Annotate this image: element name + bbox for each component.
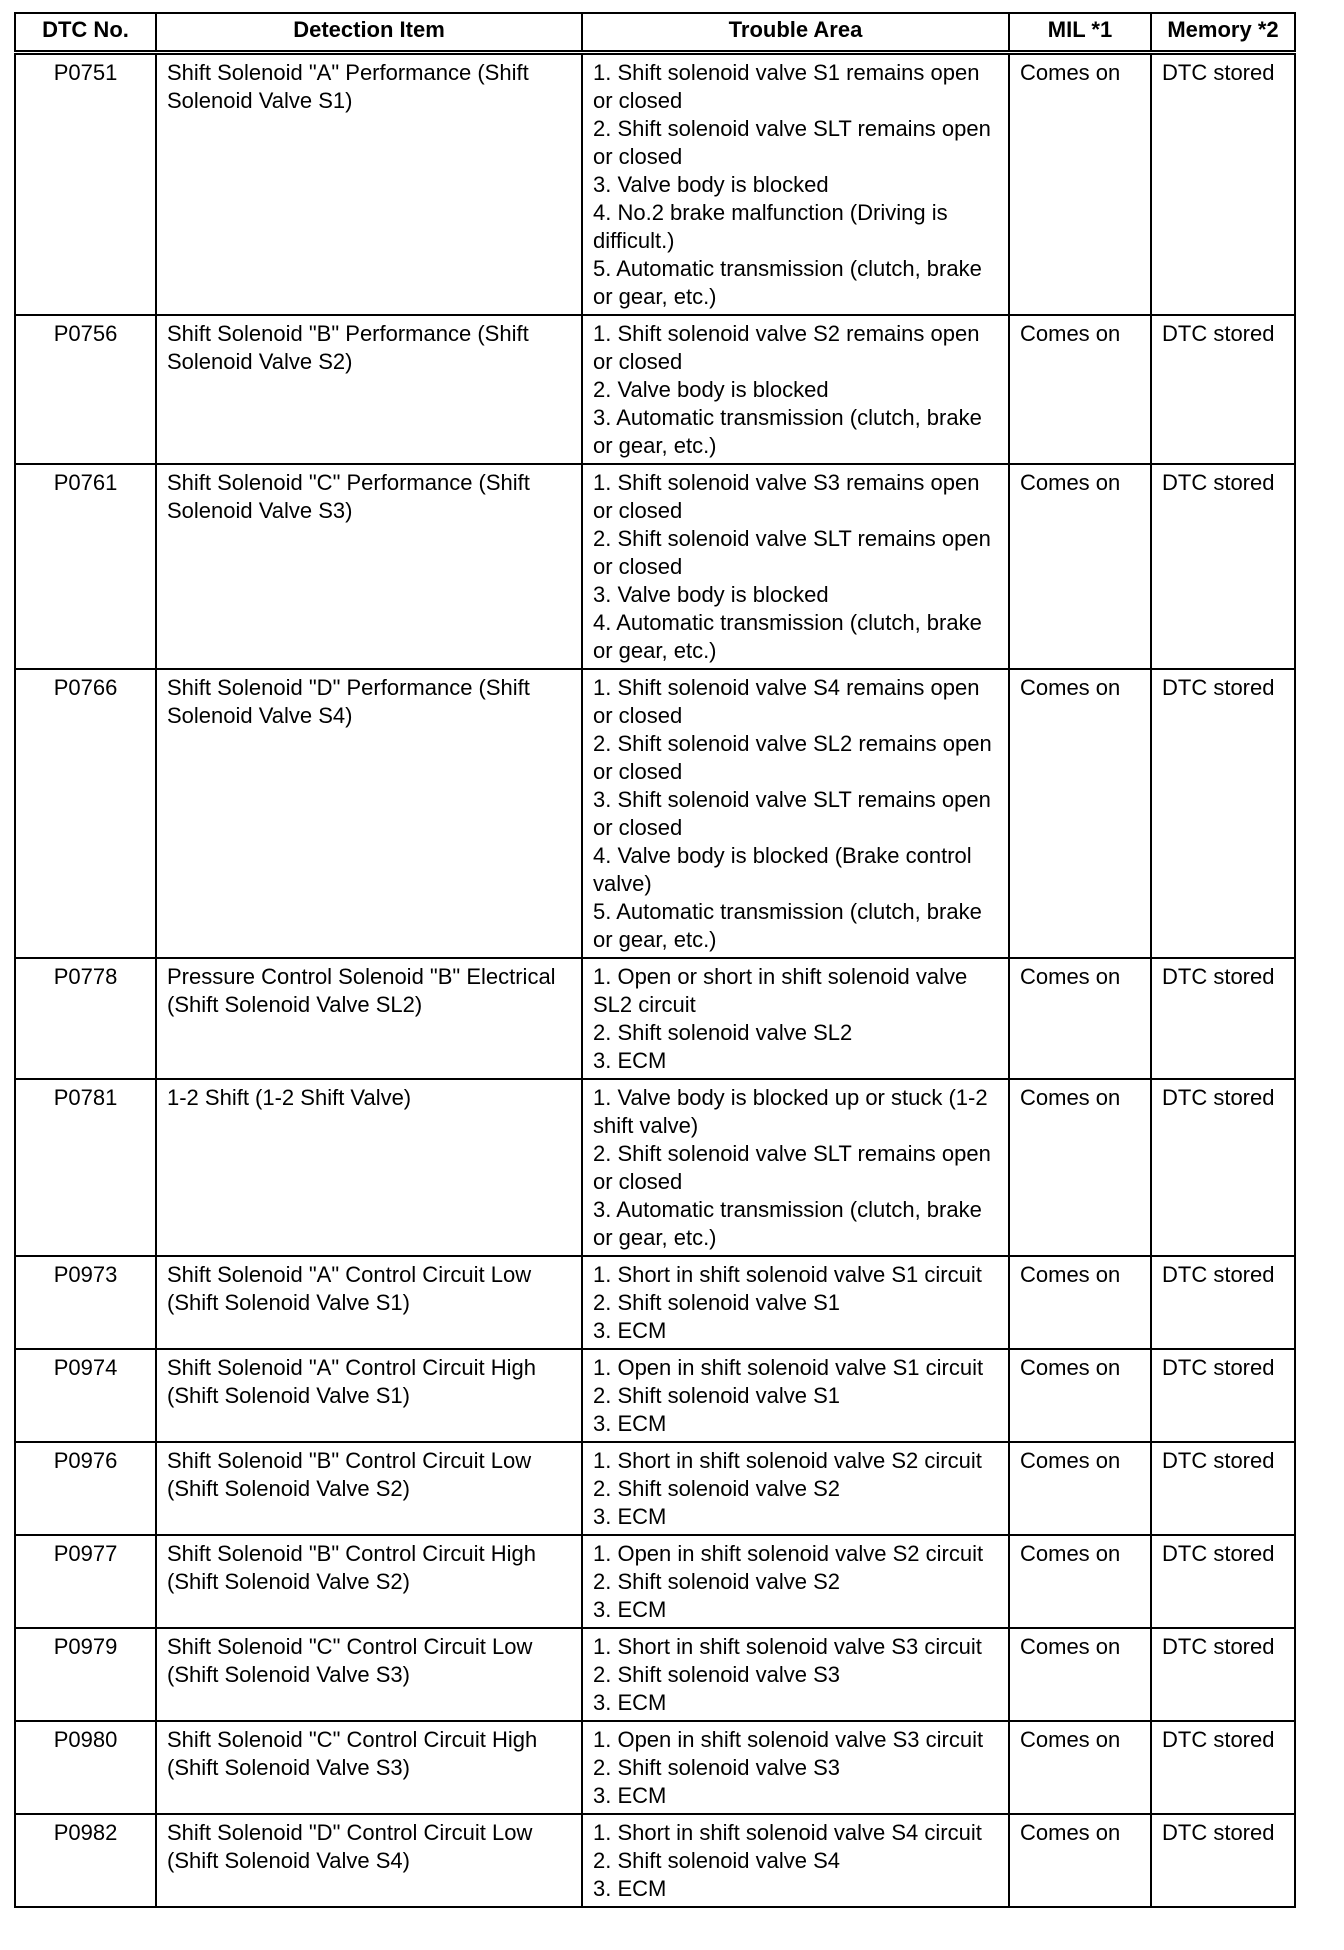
- trouble-area-line: or gear, etc.): [593, 433, 717, 458]
- memory-cell: DTC stored: [1151, 1442, 1295, 1535]
- detection-item-cell: [156, 53, 582, 316]
- detection-item-line: Shift Solenoid "D" Performance (Shift: [167, 675, 530, 700]
- mil-cell: Comes on: [1009, 1628, 1151, 1721]
- memory-cell: DTC stored: [1151, 464, 1295, 669]
- trouble-area-line: or gear, etc.): [593, 284, 717, 309]
- header-dtc-no: DTC No.: [15, 13, 156, 53]
- trouble-area-cell: [582, 315, 1009, 464]
- trouble-area-cell: [582, 958, 1009, 1079]
- detection-item-cell: [156, 669, 582, 958]
- table-row: [15, 1814, 1295, 1907]
- dtc-cell: P0976: [15, 1442, 156, 1535]
- trouble-area-line: 2. Shift solenoid valve S1: [593, 1383, 841, 1408]
- table-row: [15, 1628, 1295, 1721]
- trouble-area-cell: [582, 1349, 1009, 1442]
- dtc-cell: P0761: [15, 464, 156, 669]
- trouble-area-line: valve): [593, 871, 652, 896]
- trouble-area-cell: [582, 1535, 1009, 1628]
- memory-cell: DTC stored: [1151, 958, 1295, 1079]
- detection-item-line: Shift Solenoid "A" Control Circuit Low: [167, 1262, 532, 1287]
- mil-cell: Comes on: [1009, 1349, 1151, 1442]
- detection-item-cell: [156, 1535, 582, 1628]
- table-header-row: [15, 13, 1295, 53]
- detection-item-line: Solenoid Valve S1): [167, 88, 353, 113]
- trouble-area-cell: [582, 1442, 1009, 1535]
- trouble-area-line: or closed: [593, 703, 683, 728]
- trouble-area-line: 2. Shift solenoid valve S3: [593, 1662, 841, 1687]
- trouble-area-line: 4. Valve body is blocked (Brake control: [593, 843, 972, 868]
- trouble-area-line: or gear, etc.): [593, 927, 717, 952]
- trouble-area-line: 1. Open in shift solenoid valve S2 circuit: [593, 1541, 984, 1566]
- trouble-area-line: 2. Shift solenoid valve SLT remains open: [593, 1141, 991, 1166]
- trouble-area-line: 2. Shift solenoid valve S4: [593, 1848, 841, 1873]
- table-row: [15, 1535, 1295, 1628]
- mil-cell: Comes on: [1009, 1442, 1151, 1535]
- detection-item-line: Shift Solenoid "C" Control Circuit High: [167, 1727, 538, 1752]
- trouble-area-cell: [582, 669, 1009, 958]
- dtc-cell: P0756: [15, 315, 156, 464]
- trouble-area-line: or closed: [593, 349, 683, 374]
- detection-item-cell: [156, 1079, 582, 1256]
- mil-cell: Comes on: [1009, 1079, 1151, 1256]
- detection-item-cell: [156, 464, 582, 669]
- dtc-cell: P0979: [15, 1628, 156, 1721]
- memory-cell: DTC stored: [1151, 1349, 1295, 1442]
- dtc-cell: P0974: [15, 1349, 156, 1442]
- memory-cell: DTC stored: [1151, 669, 1295, 958]
- detection-item-cell: [156, 1349, 582, 1442]
- trouble-area-cell: [582, 1814, 1009, 1907]
- table-row: [15, 1256, 1295, 1349]
- trouble-area-line: 1. Short in shift solenoid valve S3 circuit: [593, 1634, 982, 1659]
- trouble-area-line: 1. Short in shift solenoid valve S1 circuit: [593, 1262, 982, 1287]
- dtc-cell: P0982: [15, 1814, 156, 1907]
- table-row: [15, 53, 1295, 316]
- detection-item-line: (Shift Solenoid Valve S4): [167, 1848, 410, 1873]
- dtc-table: [14, 12, 1296, 1908]
- trouble-area-line: or closed: [593, 498, 683, 523]
- trouble-area-cell: [582, 1721, 1009, 1814]
- trouble-area-line: or closed: [593, 88, 683, 113]
- dtc-cell: P0751: [15, 53, 156, 316]
- memory-cell: DTC stored: [1151, 1628, 1295, 1721]
- memory-cell: DTC stored: [1151, 1256, 1295, 1349]
- detection-item-cell: [156, 1256, 582, 1349]
- detection-item-line: Solenoid Valve S4): [167, 703, 353, 728]
- table-row: [15, 1349, 1295, 1442]
- trouble-area-line: 3. ECM: [593, 1504, 667, 1529]
- trouble-area-cell: [582, 464, 1009, 669]
- trouble-area-line: or closed: [593, 815, 683, 840]
- trouble-area-line: 2. Shift solenoid valve SLT remains open: [593, 116, 991, 141]
- trouble-area-line: 3. ECM: [593, 1411, 667, 1436]
- detection-item-cell: [156, 1814, 582, 1907]
- mil-cell: Comes on: [1009, 1256, 1151, 1349]
- trouble-area-line: 2. Shift solenoid valve S3: [593, 1755, 841, 1780]
- mil-cell: Comes on: [1009, 1814, 1151, 1907]
- detection-item-line: Shift Solenoid "B" Control Circuit Low: [167, 1448, 532, 1473]
- trouble-area-line: or closed: [593, 144, 683, 169]
- detection-item-line: Shift Solenoid "B" Control Circuit High: [167, 1541, 537, 1566]
- mil-cell: Comes on: [1009, 464, 1151, 669]
- trouble-area-line: 2. Valve body is blocked: [593, 377, 829, 402]
- trouble-area-line: 3. ECM: [593, 1783, 667, 1808]
- trouble-area-line: 1. Open in shift solenoid valve S1 circuit: [593, 1355, 984, 1380]
- header-trouble-area: Trouble Area: [582, 13, 1009, 53]
- detection-item-cell: [156, 1442, 582, 1535]
- detection-item-cell: [156, 958, 582, 1079]
- header-detection-item: Detection Item: [156, 13, 582, 53]
- detection-item-cell: [156, 315, 582, 464]
- detection-item-line: (Shift Solenoid Valve S2): [167, 1476, 410, 1501]
- trouble-area-line: or closed: [593, 759, 683, 784]
- trouble-area-line: 3. Valve body is blocked: [593, 172, 829, 197]
- trouble-area-line: 2. Shift solenoid valve SL2: [593, 1020, 853, 1045]
- trouble-area-line: or closed: [593, 554, 683, 579]
- trouble-area-line: 1. Shift solenoid valve S2 remains open: [593, 321, 980, 346]
- trouble-area-line: 2. Shift solenoid valve S2: [593, 1476, 841, 1501]
- header-mil: MIL *1: [1009, 13, 1151, 53]
- trouble-area-line: 1. Valve body is blocked up or stuck (1-2: [593, 1085, 988, 1110]
- trouble-area-line: 3. Automatic transmission (clutch, brake: [593, 405, 982, 430]
- detection-item-line: Shift Solenoid "C" Control Circuit Low: [167, 1634, 533, 1659]
- trouble-area-line: 1. Open in shift solenoid valve S3 circuit: [593, 1727, 984, 1752]
- detection-item-line: Shift Solenoid "B" Performance (Shift: [167, 321, 529, 346]
- table-row: [15, 1442, 1295, 1535]
- dtc-cell: P0977: [15, 1535, 156, 1628]
- trouble-area-line: 2. Shift solenoid valve SL2 remains open: [593, 731, 992, 756]
- dtc-cell: P0980: [15, 1721, 156, 1814]
- memory-cell: DTC stored: [1151, 1079, 1295, 1256]
- trouble-area-line: 3. ECM: [593, 1048, 667, 1073]
- trouble-area-line: 3. ECM: [593, 1876, 667, 1901]
- trouble-area-line: or closed: [593, 1169, 683, 1194]
- table-row: [15, 1079, 1295, 1256]
- table-row: [15, 315, 1295, 464]
- trouble-area-line: shift valve): [593, 1113, 699, 1138]
- mil-cell: Comes on: [1009, 53, 1151, 316]
- detection-item-line: Shift Solenoid "A" Performance (Shift: [167, 60, 529, 85]
- trouble-area-line: or gear, etc.): [593, 638, 717, 663]
- mil-cell: Comes on: [1009, 1535, 1151, 1628]
- trouble-area-line: 3. Valve body is blocked: [593, 582, 829, 607]
- detection-item-line: (Shift Solenoid Valve S3): [167, 1662, 410, 1687]
- trouble-area-line: SL2 circuit: [593, 992, 696, 1017]
- trouble-area-line: 1. Open or short in shift solenoid valve: [593, 964, 968, 989]
- memory-cell: DTC stored: [1151, 53, 1295, 316]
- mil-cell: Comes on: [1009, 315, 1151, 464]
- detection-item-line: 1-2 Shift (1-2 Shift Valve): [167, 1085, 412, 1110]
- memory-cell: DTC stored: [1151, 1814, 1295, 1907]
- table-body: [15, 53, 1295, 1908]
- table-row: [15, 669, 1295, 958]
- detection-item-line: Solenoid Valve S3): [167, 498, 353, 523]
- trouble-area-line: 3. Automatic transmission (clutch, brake: [593, 1197, 982, 1222]
- trouble-area-line: 5. Automatic transmission (clutch, brake: [593, 256, 982, 281]
- detection-item-line: Pressure Control Solenoid "B" Electrical: [167, 964, 556, 989]
- detection-item-line: (Shift Solenoid Valve SL2): [167, 992, 423, 1017]
- dtc-cell: P0778: [15, 958, 156, 1079]
- mil-cell: Comes on: [1009, 958, 1151, 1079]
- detection-item-cell: [156, 1721, 582, 1814]
- detection-item-line: (Shift Solenoid Valve S2): [167, 1569, 410, 1594]
- trouble-area-line: 3. ECM: [593, 1690, 667, 1715]
- dtc-cell: P0766: [15, 669, 156, 958]
- dtc-cell: P0973: [15, 1256, 156, 1349]
- trouble-area-line: 2. Shift solenoid valve SLT remains open: [593, 526, 991, 551]
- dtc-cell: P0781: [15, 1079, 156, 1256]
- memory-cell: DTC stored: [1151, 315, 1295, 464]
- trouble-area-line: 3. ECM: [593, 1318, 667, 1343]
- detection-item-line: (Shift Solenoid Valve S3): [167, 1755, 410, 1780]
- detection-item-line: Shift Solenoid "C" Performance (Shift: [167, 470, 530, 495]
- trouble-area-line: 1. Shift solenoid valve S1 remains open: [593, 60, 980, 85]
- detection-item-line: Shift Solenoid "A" Control Circuit High: [167, 1355, 537, 1380]
- detection-item-line: Solenoid Valve S2): [167, 349, 353, 374]
- mil-cell: Comes on: [1009, 669, 1151, 958]
- trouble-area-line: 3. Shift solenoid valve SLT remains open: [593, 787, 991, 812]
- detection-item-line: (Shift Solenoid Valve S1): [167, 1290, 410, 1315]
- trouble-area-line: 3. ECM: [593, 1597, 667, 1622]
- trouble-area-line: 1. Shift solenoid valve S4 remains open: [593, 675, 980, 700]
- table-row: [15, 1721, 1295, 1814]
- trouble-area-line: 2. Shift solenoid valve S1: [593, 1290, 841, 1315]
- memory-cell: DTC stored: [1151, 1535, 1295, 1628]
- trouble-area-line: or gear, etc.): [593, 1225, 717, 1250]
- trouble-area-line: 4. No.2 brake malfunction (Driving is: [593, 200, 948, 225]
- trouble-area-line: 1. Short in shift solenoid valve S2 circuit: [593, 1448, 982, 1473]
- table-row: [15, 464, 1295, 669]
- trouble-area-line: difficult.): [593, 228, 675, 253]
- trouble-area-line: 2. Shift solenoid valve S2: [593, 1569, 841, 1594]
- table-row: [15, 958, 1295, 1079]
- trouble-area-cell: [582, 1256, 1009, 1349]
- trouble-area-line: 1. Shift solenoid valve S3 remains open: [593, 470, 980, 495]
- header-memory: Memory *2: [1151, 13, 1295, 53]
- trouble-area-cell: [582, 53, 1009, 316]
- detection-item-cell: [156, 1628, 582, 1721]
- trouble-area-line: 4. Automatic transmission (clutch, brake: [593, 610, 982, 635]
- trouble-area-line: 1. Short in shift solenoid valve S4 circuit: [593, 1820, 982, 1845]
- mil-cell: Comes on: [1009, 1721, 1151, 1814]
- trouble-area-cell: [582, 1628, 1009, 1721]
- detection-item-line: Shift Solenoid "D" Control Circuit Low: [167, 1820, 533, 1845]
- detection-item-line: (Shift Solenoid Valve S1): [167, 1383, 410, 1408]
- memory-cell: DTC stored: [1151, 1721, 1295, 1814]
- trouble-area-cell: [582, 1079, 1009, 1256]
- trouble-area-line: 5. Automatic transmission (clutch, brake: [593, 899, 982, 924]
